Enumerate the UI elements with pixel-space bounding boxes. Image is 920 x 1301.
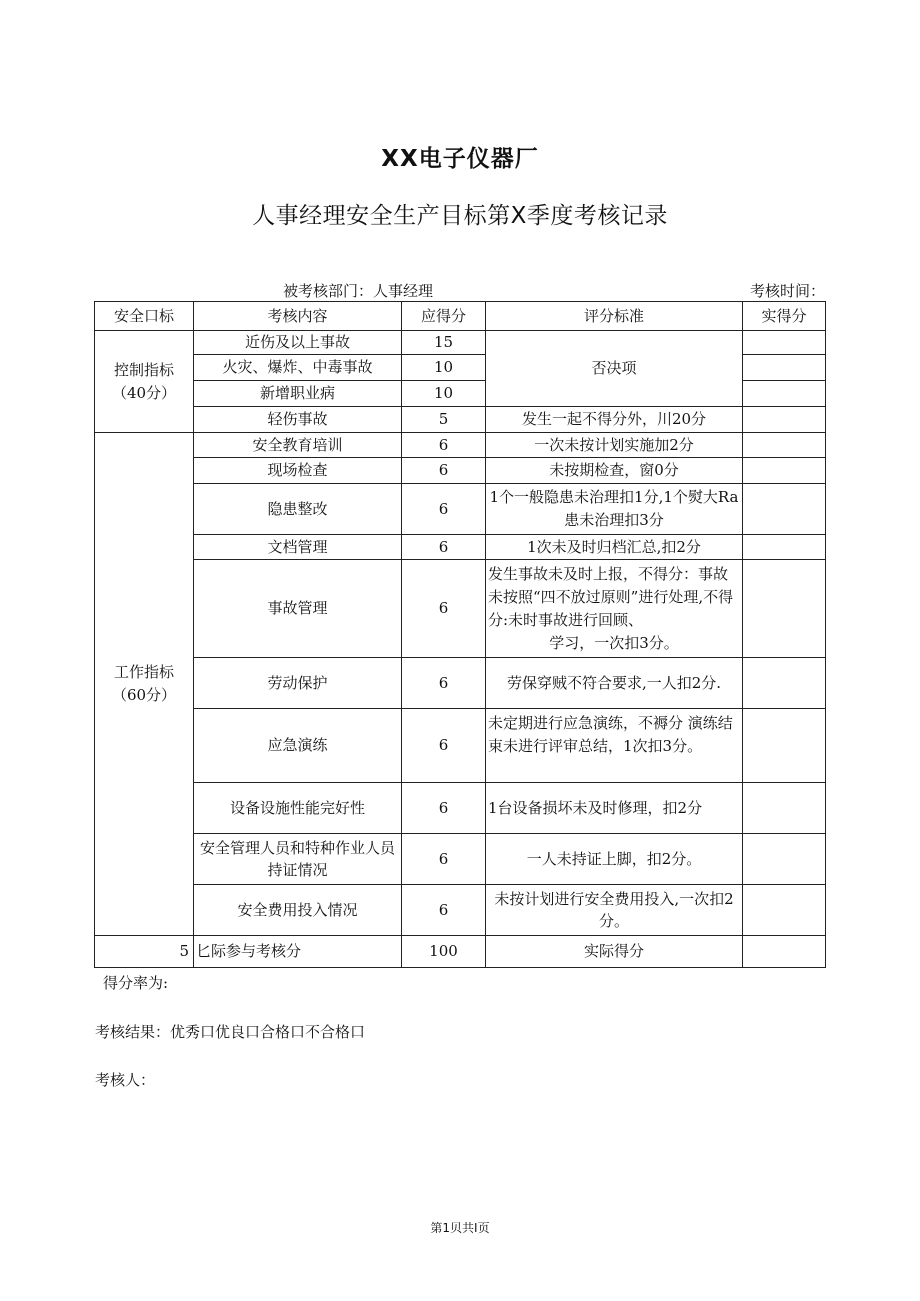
criteria-cell: 一次未按计划实施加2分 — [486, 433, 743, 458]
item-cell: 劳动保护 — [194, 658, 402, 709]
item-cell: 新增职业病 — [194, 381, 402, 407]
table-row — [95, 709, 826, 783]
summary-label-cell: 匕际参与考核分 — [194, 936, 402, 968]
table-row — [95, 658, 826, 709]
control-category-cell: 控制指标（40分） — [95, 331, 194, 433]
score-cell: 5 — [402, 407, 486, 433]
table-row — [95, 331, 826, 355]
score-cell: 6 — [402, 433, 486, 458]
actual-score-cell — [743, 381, 826, 407]
criteria-cell: 劳保穿贼不符合要求,一人扣2分. — [486, 658, 743, 709]
veto-criteria-cell: 否决项 — [486, 331, 743, 407]
item-cell: 安全费用投入情况 — [194, 885, 402, 936]
table-row — [95, 885, 826, 936]
score-cell: 6 — [402, 709, 486, 783]
summary-actual-label-cell: 实际得分 — [486, 936, 743, 968]
table-row — [95, 560, 826, 658]
criteria-cell: 未按计划进行安全费用投入,一次扣2分。 — [486, 885, 743, 936]
criteria-cell: 1台设备损坏未及时修理，扣2分 — [486, 783, 743, 834]
actual-score-cell — [743, 560, 826, 658]
score-cell: 6 — [402, 658, 486, 709]
score-cell: 6 — [402, 885, 486, 936]
criteria-cell: 1次未及时归档汇总,扣2分 — [486, 535, 743, 560]
item-cell: 安全教育培训 — [194, 433, 402, 458]
item-cell: 火灾、爆炸、中毒事故 — [194, 355, 402, 381]
criteria-text-tail: 学习，一次扣3分。 — [549, 633, 679, 652]
work-category-cell: 工作指标（60分） — [95, 433, 194, 936]
assessor-label: 考核人： — [95, 1071, 156, 1089]
table-row — [95, 834, 826, 885]
criteria-cell: 未按期检查，窗0分 — [486, 458, 743, 484]
criteria-cell: 一人未持证上脚，扣2分。 — [486, 834, 743, 885]
score-cell: 6 — [402, 484, 486, 535]
actual-score-cell — [743, 783, 826, 834]
header-due-score: 应得分 — [402, 302, 486, 331]
score-cell: 10 — [402, 355, 486, 381]
score-cell: 6 — [402, 560, 486, 658]
header-actual-score: 实得分 — [743, 302, 826, 331]
actual-score-cell — [743, 885, 826, 936]
score-cell: 6 — [402, 535, 486, 560]
item-cell: 近伤及以上事故 — [194, 331, 402, 355]
item-cell: 隐患整改 — [194, 484, 402, 535]
header-criteria: 评分标准 — [486, 302, 743, 331]
actual-score-cell — [743, 407, 826, 433]
criteria-cell: 1个一般隐患未治理扣1分,1个熨大Ra患未治理扣3分 — [486, 484, 743, 535]
table-row — [95, 535, 826, 560]
actual-score-cell — [743, 458, 826, 484]
summary-prefix-cell: 5 — [95, 936, 194, 968]
score-cell: 6 — [402, 783, 486, 834]
item-cell: 文档管理 — [194, 535, 402, 560]
result-label: 考核结果：优秀口优良口合格口不合格口 — [95, 1023, 366, 1041]
document-title: 人事经理安全生产目标第X季度考核记录 — [252, 203, 668, 229]
criteria-cell: 发生一起不得分外，川20分 — [486, 407, 743, 433]
criteria-cell: 未定期进行应急演练，不褥分 演练结束未进行评审总结，1次扣3分。 — [486, 709, 743, 783]
table-row — [95, 484, 826, 535]
table-row — [95, 458, 826, 484]
item-cell: 应急演练 — [194, 709, 402, 783]
item-cell: 设备设施性能完好性 — [194, 783, 402, 834]
actual-score-cell — [743, 355, 826, 381]
table-row — [95, 433, 826, 458]
department-label: 被考核部门：人事经理 — [283, 282, 434, 300]
company-title: XX电子仪器厂 — [381, 146, 539, 172]
actual-score-cell — [743, 331, 826, 355]
score-rate-label: 得分率为: — [103, 974, 169, 992]
score-cell: 15 — [402, 331, 486, 355]
summary-actual-score-cell — [743, 936, 826, 968]
table-header-row — [95, 302, 826, 331]
page-number: 第1贝共I页 — [430, 1221, 490, 1235]
criteria-text: 发生事故未及时上报，不得分：事故未按照“四不放过原则”进行处理,不得分:未时事故进行回顾、 — [488, 564, 734, 629]
header-category: 安全口标 — [95, 302, 194, 331]
table-row — [95, 407, 826, 433]
actual-score-cell — [743, 709, 826, 783]
assessment-time-label: 考核时间： — [750, 282, 826, 300]
item-cell: 轻伤事故 — [194, 407, 402, 433]
score-cell: 10 — [402, 381, 486, 407]
item-cell: 事故管理 — [194, 560, 402, 658]
actual-score-cell — [743, 433, 826, 458]
summary-score-cell: 100 — [402, 936, 486, 968]
actual-score-cell — [743, 834, 826, 885]
score-cell: 6 — [402, 834, 486, 885]
assessment-table — [94, 301, 826, 968]
summary-row — [95, 936, 826, 968]
actual-score-cell — [743, 658, 826, 709]
criteria-cell — [486, 560, 743, 658]
header-content: 考核内容 — [194, 302, 402, 331]
item-cell: 安全管理人员和特种作业人员持证情况 — [194, 834, 402, 885]
score-cell: 6 — [402, 458, 486, 484]
actual-score-cell — [743, 535, 826, 560]
item-cell: 现场检查 — [194, 458, 402, 484]
table-row — [95, 783, 826, 834]
actual-score-cell — [743, 484, 826, 535]
